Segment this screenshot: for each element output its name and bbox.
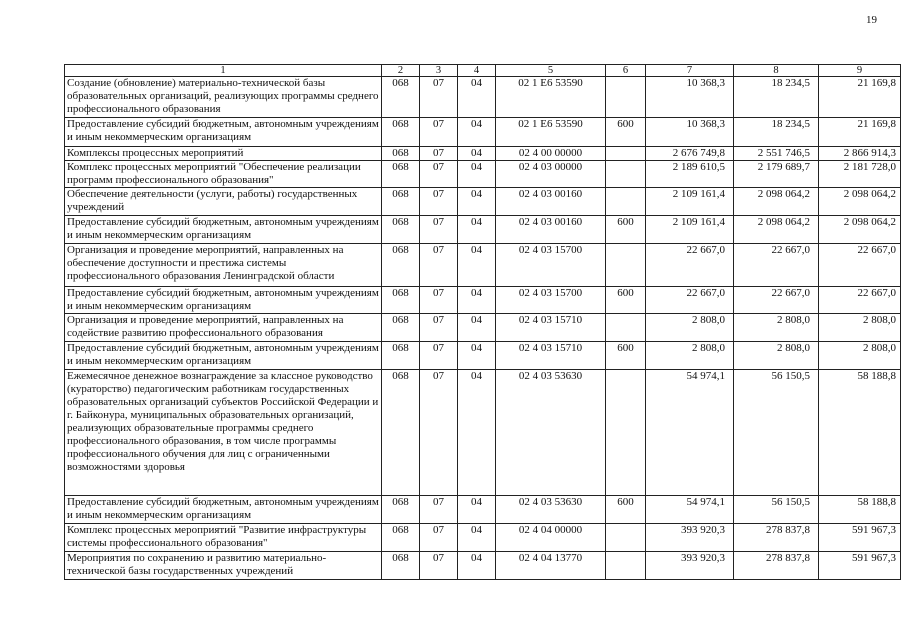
cell-section: 07: [420, 524, 458, 552]
row-name: Обеспечение деятельности (услуги, работы) государственных учреждений: [65, 188, 382, 216]
cell-amount-2: 2 098 064,2: [734, 216, 819, 244]
cell-grbs: 068: [382, 161, 420, 188]
table-row: [65, 370, 901, 496]
row-name: Предоставление субсидий бюджетным, автономным учреждениям и иным некоммерческим организациям: [65, 342, 382, 370]
cell-amount-3: 2 808,0: [819, 342, 901, 370]
cell-amount-3: 2 181 728,0: [819, 161, 901, 188]
cell-amount-1: 10 368,3: [646, 118, 734, 147]
cell-target-article: 02 1 Е6 53590: [496, 77, 606, 118]
row-name: Создание (обновление) материально-технической базы образовательных организаций, реализующих программы среднего профессионального образования: [65, 77, 382, 118]
cell-amount-3: 58 188,8: [819, 496, 901, 524]
table-row: [65, 161, 901, 188]
row-name: Предоставление субсидий бюджетным, автономным учреждениям и иным некоммерческим организациям: [65, 118, 382, 147]
cell-target-article: 02 4 03 15700: [496, 287, 606, 314]
cell-subsection: 04: [458, 314, 496, 342]
cell-amount-3: 58 188,8: [819, 370, 901, 496]
cell-grbs: 068: [382, 244, 420, 287]
row-name: Комплекс процессных мероприятий "Обеспечение реализации программ профессионального образования": [65, 161, 382, 188]
table-row: [65, 244, 901, 287]
cell-subsection: 04: [458, 524, 496, 552]
cell-amount-1: 2 189 610,5: [646, 161, 734, 188]
cell-grbs: 068: [382, 370, 420, 496]
table-row: [65, 216, 901, 244]
cell-amount-1: 10 368,3: [646, 77, 734, 118]
cell-amount-1: 2 109 161,4: [646, 216, 734, 244]
budget-table: [64, 64, 901, 580]
table-row: [65, 118, 901, 147]
cell-target-article: 02 4 04 13770: [496, 552, 606, 580]
table-row: [65, 147, 901, 161]
header-cell: 2: [382, 65, 420, 77]
cell-subsection: 04: [458, 370, 496, 496]
cell-grbs: 068: [382, 524, 420, 552]
table-row: [65, 496, 901, 524]
cell-subsection: 04: [458, 118, 496, 147]
cell-amount-1: 22 667,0: [646, 287, 734, 314]
header-cell: 5: [496, 65, 606, 77]
page-number: 19: [866, 14, 877, 26]
cell-subsection: 04: [458, 216, 496, 244]
cell-grbs: 068: [382, 287, 420, 314]
cell-amount-2: 2 808,0: [734, 314, 819, 342]
row-name: Предоставление субсидий бюджетным, автономным учреждениям и иным некоммерческим организациям: [65, 216, 382, 244]
cell-expense-type: 600: [606, 118, 646, 147]
header-cell: 6: [606, 65, 646, 77]
table-row: [65, 188, 901, 216]
cell-expense-type: 600: [606, 287, 646, 314]
row-name: Предоставление субсидий бюджетным, автономным учреждениям и иным некоммерческим организациям: [65, 496, 382, 524]
cell-amount-2: 22 667,0: [734, 287, 819, 314]
cell-section: 07: [420, 161, 458, 188]
row-name: Мероприятия по сохранению и развитию материально-технической базы государственных учреждений: [65, 552, 382, 580]
cell-amount-1: 2 109 161,4: [646, 188, 734, 216]
cell-amount-1: 393 920,3: [646, 524, 734, 552]
header-cell: 3: [420, 65, 458, 77]
cell-amount-2: 18 234,5: [734, 77, 819, 118]
cell-target-article: 02 4 03 53630: [496, 370, 606, 496]
cell-amount-2: 56 150,5: [734, 496, 819, 524]
cell-target-article: 02 4 03 00160: [496, 188, 606, 216]
header-cell: 7: [646, 65, 734, 77]
cell-amount-2: 2 808,0: [734, 342, 819, 370]
cell-section: 07: [420, 370, 458, 496]
cell-subsection: 04: [458, 287, 496, 314]
table-row: [65, 524, 901, 552]
cell-section: 07: [420, 496, 458, 524]
cell-amount-3: 22 667,0: [819, 287, 901, 314]
table-row: [65, 314, 901, 342]
cell-amount-2: 2 551 746,5: [734, 147, 819, 161]
row-name: Комплексы процессных мероприятий: [65, 147, 382, 161]
cell-amount-2: 2 179 689,7: [734, 161, 819, 188]
cell-section: 07: [420, 342, 458, 370]
cell-expense-type: 600: [606, 342, 646, 370]
table-row: [65, 342, 901, 370]
cell-grbs: 068: [382, 552, 420, 580]
cell-target-article: 02 4 03 15710: [496, 314, 606, 342]
row-name: Организация и проведение мероприятий, направленных на обеспечение доступности и престижа системы профессионального образования Ленинградской области: [65, 244, 382, 287]
cell-grbs: 068: [382, 216, 420, 244]
cell-amount-1: 54 974,1: [646, 370, 734, 496]
cell-section: 07: [420, 77, 458, 118]
cell-subsection: 04: [458, 147, 496, 161]
cell-section: 07: [420, 552, 458, 580]
cell-amount-3: 591 967,3: [819, 552, 901, 580]
cell-expense-type: [606, 161, 646, 188]
row-name: Организация и проведение мероприятий, направленных на содействие развитию профессионального образования: [65, 314, 382, 342]
cell-amount-1: 54 974,1: [646, 496, 734, 524]
header-cell: 4: [458, 65, 496, 77]
cell-amount-2: 278 837,8: [734, 552, 819, 580]
cell-section: 07: [420, 216, 458, 244]
cell-grbs: 068: [382, 147, 420, 161]
cell-section: 07: [420, 287, 458, 314]
cell-expense-type: [606, 370, 646, 496]
cell-grbs: 068: [382, 188, 420, 216]
cell-target-article: 02 4 04 00000: [496, 524, 606, 552]
cell-subsection: 04: [458, 77, 496, 118]
cell-grbs: 068: [382, 496, 420, 524]
row-name: Предоставление субсидий бюджетным, автономным учреждениям и иным некоммерческим организациям: [65, 287, 382, 314]
cell-expense-type: [606, 77, 646, 118]
header-row: [65, 65, 901, 77]
table-row: [65, 287, 901, 314]
cell-amount-2: 278 837,8: [734, 524, 819, 552]
cell-section: 07: [420, 314, 458, 342]
cell-expense-type: 600: [606, 496, 646, 524]
cell-target-article: 02 4 03 00160: [496, 216, 606, 244]
cell-amount-2: 56 150,5: [734, 370, 819, 496]
cell-target-article: 02 4 03 53630: [496, 496, 606, 524]
cell-target-article: 02 1 Е6 53590: [496, 118, 606, 147]
cell-section: 07: [420, 188, 458, 216]
cell-expense-type: [606, 244, 646, 287]
cell-grbs: 068: [382, 342, 420, 370]
cell-target-article: 02 4 03 15710: [496, 342, 606, 370]
cell-amount-3: 2 808,0: [819, 314, 901, 342]
cell-amount-3: 2 098 064,2: [819, 216, 901, 244]
table-row: [65, 552, 901, 580]
cell-amount-1: 393 920,3: [646, 552, 734, 580]
cell-amount-1: 2 676 749,8: [646, 147, 734, 161]
cell-section: 07: [420, 118, 458, 147]
header-cell: 1: [65, 65, 382, 77]
cell-subsection: 04: [458, 244, 496, 287]
cell-expense-type: [606, 147, 646, 161]
table-row: [65, 77, 901, 118]
row-name: Комплекс процессных мероприятий "Развитие инфраструктуры системы профессионального образования": [65, 524, 382, 552]
cell-amount-2: 22 667,0: [734, 244, 819, 287]
cell-grbs: 068: [382, 314, 420, 342]
cell-amount-1: 22 667,0: [646, 244, 734, 287]
cell-subsection: 04: [458, 552, 496, 580]
cell-subsection: 04: [458, 342, 496, 370]
cell-section: 07: [420, 147, 458, 161]
cell-amount-3: 2 866 914,3: [819, 147, 901, 161]
cell-amount-3: 21 169,8: [819, 77, 901, 118]
cell-target-article: 02 4 00 00000: [496, 147, 606, 161]
cell-grbs: 068: [382, 118, 420, 147]
cell-subsection: 04: [458, 496, 496, 524]
cell-target-article: 02 4 03 00000: [496, 161, 606, 188]
cell-subsection: 04: [458, 188, 496, 216]
cell-amount-2: 18 234,5: [734, 118, 819, 147]
cell-target-article: 02 4 03 15700: [496, 244, 606, 287]
cell-expense-type: 600: [606, 216, 646, 244]
cell-grbs: 068: [382, 77, 420, 118]
cell-amount-3: 591 967,3: [819, 524, 901, 552]
cell-amount-3: 22 667,0: [819, 244, 901, 287]
cell-expense-type: [606, 314, 646, 342]
cell-amount-3: 2 098 064,2: [819, 188, 901, 216]
cell-amount-3: 21 169,8: [819, 118, 901, 147]
header-cell: 8: [734, 65, 819, 77]
cell-expense-type: [606, 552, 646, 580]
cell-subsection: 04: [458, 161, 496, 188]
header-cell: 9: [819, 65, 901, 77]
cell-amount-1: 2 808,0: [646, 314, 734, 342]
cell-expense-type: [606, 524, 646, 552]
cell-amount-2: 2 098 064,2: [734, 188, 819, 216]
cell-expense-type: [606, 188, 646, 216]
cell-amount-1: 2 808,0: [646, 342, 734, 370]
cell-section: 07: [420, 244, 458, 287]
row-name: Ежемесячное денежное вознаграждение за классное руководство (кураторство) педагогическим работникам государственных образовательных организаций субъектов Российской Федерации и г. Байконура, муниципальных образовательных организаций, реализующих образовательные программы среднего профессионального образования, в том числе программы профессионального обучения для лиц с ограниченными возможностями здоровья: [65, 370, 382, 496]
